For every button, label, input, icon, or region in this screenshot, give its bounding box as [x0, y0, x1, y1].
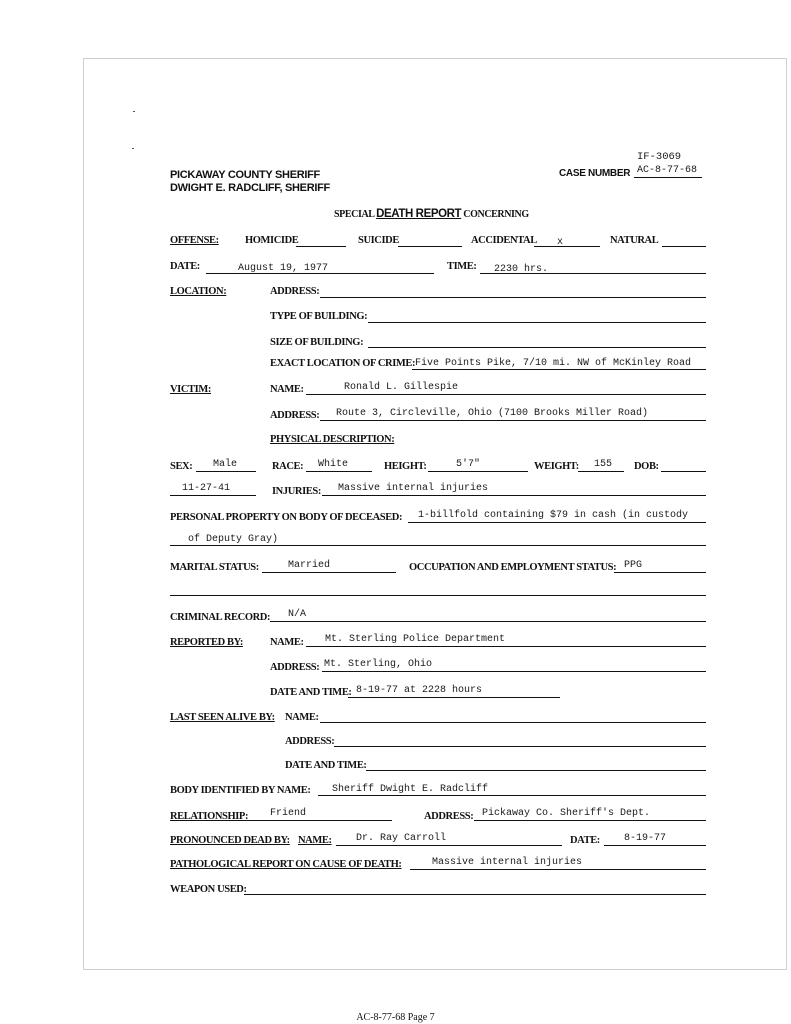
pathological-report-line	[410, 869, 706, 870]
criminal-record-line	[270, 621, 706, 622]
reported-address-label: ADDRESS:	[270, 662, 320, 673]
pathological-report-label: PATHOLOGICAL REPORT ON CAUSE OF DEATH:	[170, 859, 402, 870]
personal-property-line-1	[408, 522, 706, 523]
marital-status-value: Married	[288, 560, 331, 571]
personal-property-line-2	[170, 545, 706, 546]
weapon-used-label: WEAPON USED:	[170, 884, 247, 895]
accidental-label: ACCIDENTAL	[471, 235, 537, 246]
natural-label: NATURAL	[610, 235, 659, 246]
victim-name-line	[306, 394, 706, 395]
last-seen-address-label: ADDRESS:	[285, 736, 335, 747]
relationship-label: RELATIONSHIP:	[170, 811, 249, 822]
last-seen-datetime-line	[366, 770, 706, 771]
victim-address-value: Route 3, Circleville, Ohio (7100 Brooks Miller Road)	[336, 408, 649, 419]
homicide-line	[296, 246, 346, 247]
homicide-label: HOMICIDE	[245, 235, 299, 246]
body-identified-line	[318, 795, 706, 796]
last-seen-datetime-label: DATE AND TIME:	[285, 760, 367, 771]
reported-datetime-value: 8-19-77 at 2228 hours	[356, 685, 483, 696]
last-seen-address-line	[334, 746, 706, 747]
race-line	[306, 471, 372, 472]
date-value: August 19, 1977	[238, 263, 329, 274]
pronounced-date-label: DATE:	[570, 835, 600, 846]
pathological-report-value: Massive internal injuries	[432, 857, 583, 868]
criminal-record-label: CRIMINAL RECORD:	[170, 612, 271, 623]
weapon-used-line	[244, 894, 706, 895]
height-line	[428, 471, 528, 472]
offense-label: OFFENSE:	[170, 235, 219, 246]
relationship-value: Friend	[270, 808, 307, 819]
victim-name-label: NAME:	[270, 384, 304, 395]
criminal-record-value: N/A	[288, 609, 307, 620]
accidental-mark: x	[557, 237, 564, 248]
page-footer: AC-8-77-68 Page 7	[356, 1012, 435, 1023]
dob-line	[661, 471, 706, 472]
victim-address-label: ADDRESS:	[270, 410, 320, 421]
pronounced-date-value: 8-19-77	[624, 833, 667, 844]
occupation-line	[614, 572, 706, 573]
injuries-label: INJURIES:	[272, 486, 321, 497]
relationship-address-label: ADDRESS:	[424, 811, 474, 822]
personal-property-value-1: 1-billfold containing $79 in cash (in custody	[418, 510, 689, 521]
sheriff-name: DWIGHT E. RADCLIFF, SHERIFF	[170, 182, 330, 194]
weight-value: 155	[594, 459, 613, 470]
scan-speck	[132, 148, 134, 149]
reported-datetime-label: DATE AND TIME:	[270, 687, 352, 698]
reported-name-label: NAME:	[270, 637, 304, 648]
injuries-line	[322, 495, 706, 496]
location-address-label: ADDRESS:	[270, 286, 320, 297]
sex-value: Male	[213, 459, 238, 470]
dob-label: DOB:	[634, 461, 659, 472]
pronounced-name-label: NAME:	[298, 835, 332, 846]
scan-speck	[133, 111, 135, 112]
title-post: CONCERNING	[463, 209, 529, 220]
agency-name: PICKAWAY COUNTY SHERIFF	[170, 169, 320, 181]
reported-name-line	[306, 646, 706, 647]
time-value: 2230 hrs.	[494, 264, 549, 275]
blank-line	[170, 595, 706, 596]
weight-label: WEIGHT:	[534, 461, 579, 472]
reported-name-value: Mt. Sterling Police Department	[325, 634, 506, 645]
last-seen-label: LAST SEEN ALIVE BY:	[170, 712, 275, 723]
natural-line	[662, 246, 706, 247]
physical-description-label: PHYSICAL DESCRIPTION:	[270, 434, 395, 445]
relationship-line	[248, 820, 392, 821]
size-of-building-label: SIZE OF BUILDING:	[270, 337, 364, 348]
case-number-value: AC-8-77-68	[637, 165, 698, 176]
exact-location-label: EXACT LOCATION OF CRIME:	[270, 358, 416, 369]
relationship-address-value: Pickaway Co. Sheriff's Dept.	[482, 808, 651, 819]
victim-name-value: Ronald L. Gillespie	[344, 382, 459, 393]
weight-line	[578, 471, 624, 472]
sex-label: SEX:	[170, 461, 193, 472]
personal-property-value-2: of Deputy Gray)	[188, 534, 279, 545]
reported-datetime-line	[348, 697, 560, 698]
victim-label: VICTIM:	[170, 384, 211, 395]
type-of-building-line	[368, 322, 706, 323]
case-number-line	[634, 177, 702, 178]
size-of-building-line	[368, 347, 706, 348]
pronounced-dead-label: PRONOUNCED DEAD BY:	[170, 835, 290, 846]
form-id: IF-3069	[637, 151, 682, 163]
dob-value: 11-27-41	[182, 483, 231, 494]
date-line	[206, 273, 434, 274]
marital-status-label: MARITAL STATUS:	[170, 562, 259, 573]
reported-by-label: REPORTED BY:	[170, 637, 243, 648]
exact-location-value: Five Points Pike, 7/10 mi. NW of McKinley Road	[415, 358, 692, 369]
pronounced-name-line	[336, 845, 562, 846]
last-seen-name-line	[320, 722, 706, 723]
pronounced-name-value: Dr. Ray Carroll	[356, 833, 447, 844]
relationship-address-line	[474, 820, 706, 821]
height-label: HEIGHT:	[384, 461, 427, 472]
suicide-line	[398, 246, 462, 247]
dob-continuation-line	[170, 495, 256, 496]
occupation-label: OCCUPATION AND EMPLOYMENT STATUS:	[409, 562, 617, 573]
suicide-label: SUICIDE	[358, 235, 399, 246]
injuries-value: Massive internal injuries	[338, 483, 489, 494]
sex-line	[196, 471, 256, 472]
accidental-line	[534, 246, 600, 247]
title-main: DEATH REPORT	[376, 208, 462, 220]
reported-address-value: Mt. Sterling, Ohio	[324, 659, 433, 670]
time-label: TIME:	[447, 261, 477, 272]
time-line	[480, 273, 706, 274]
location-address-line	[320, 297, 706, 298]
title-pre: SPECIAL	[334, 209, 374, 220]
victim-address-line	[320, 420, 706, 421]
height-value: 5'7"	[456, 459, 481, 470]
last-seen-name-label: NAME:	[285, 712, 319, 723]
marital-status-line	[262, 572, 396, 573]
occupation-value: PPG	[624, 560, 643, 571]
date-label: DATE:	[170, 261, 200, 272]
case-number-label: CASE NUMBER	[559, 168, 631, 179]
body-identified-value: Sheriff Dwight E. Radcliff	[332, 784, 489, 795]
reported-address-line	[322, 671, 706, 672]
exact-location-line	[412, 369, 706, 370]
form-title	[334, 208, 529, 221]
personal-property-label: PERSONAL PROPERTY ON BODY OF DECEASED:	[170, 512, 403, 523]
type-of-building-label: TYPE OF BUILDING:	[270, 311, 368, 322]
pronounced-date-line	[604, 845, 706, 846]
race-label: RACE:	[272, 461, 304, 472]
body-identified-label: BODY IDENTIFIED BY NAME:	[170, 785, 311, 796]
race-value: White	[318, 459, 349, 470]
location-label: LOCATION:	[170, 286, 227, 297]
